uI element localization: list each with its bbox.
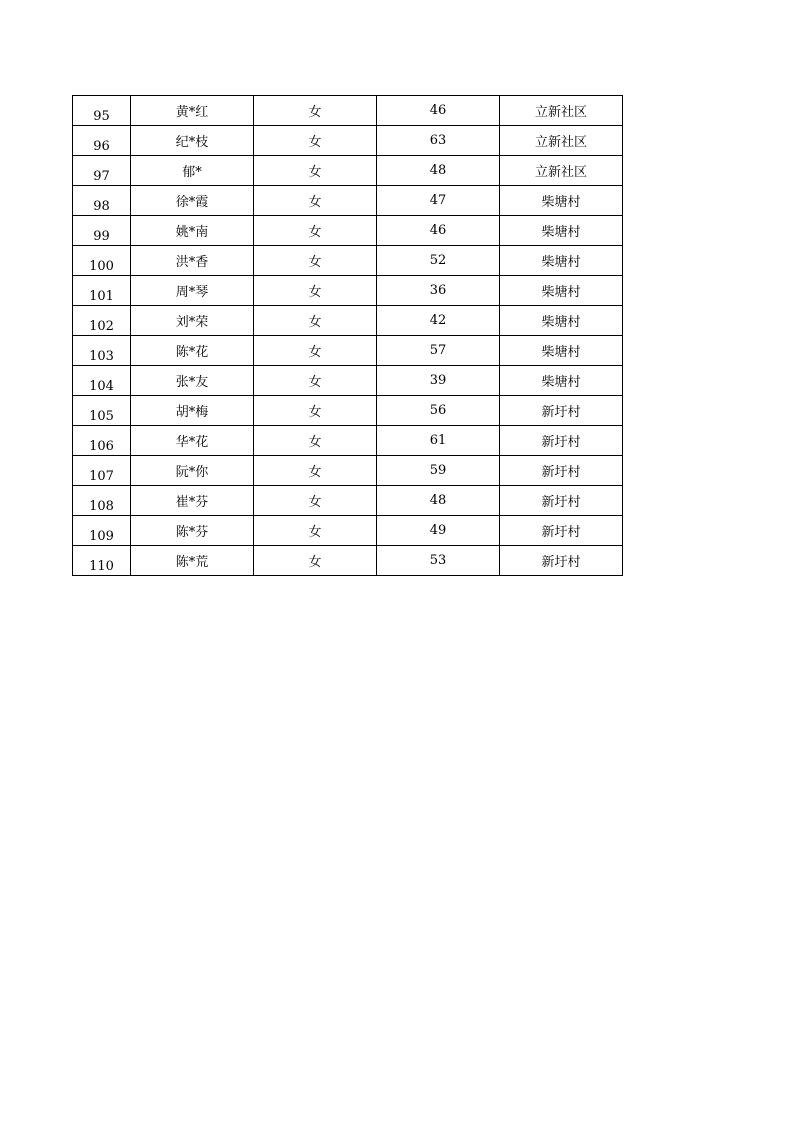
village-cell: 新圩村 <box>500 546 623 576</box>
row-number-cell: 99 <box>73 216 131 246</box>
table-row <box>73 96 623 126</box>
row-number-cell: 107 <box>73 456 131 486</box>
gender-cell: 女 <box>254 246 377 276</box>
village-cell: 柴塘村 <box>500 186 623 216</box>
table-row <box>73 186 623 216</box>
age-cell: 53 <box>377 546 500 576</box>
gender-cell: 女 <box>254 516 377 546</box>
row-number-cell: 97 <box>73 156 131 186</box>
village-cell: 立新社区 <box>500 126 623 156</box>
village-cell: 新圩村 <box>500 486 623 516</box>
table-row <box>73 546 623 576</box>
village-cell: 柴塘村 <box>500 216 623 246</box>
table-row <box>73 396 623 426</box>
person-name-cell: 徐*霞 <box>131 186 254 216</box>
age-cell: 39 <box>377 366 500 396</box>
row-number-cell: 102 <box>73 306 131 336</box>
age-cell: 52 <box>377 246 500 276</box>
gender-cell: 女 <box>254 546 377 576</box>
person-name-cell: 洪*香 <box>131 246 254 276</box>
row-number-cell: 104 <box>73 366 131 396</box>
gender-cell: 女 <box>254 456 377 486</box>
gender-cell: 女 <box>254 156 377 186</box>
gender-cell: 女 <box>254 126 377 156</box>
age-cell: 48 <box>377 486 500 516</box>
person-name-cell: 黄*红 <box>131 96 254 126</box>
person-name-cell: 崔*芬 <box>131 486 254 516</box>
table-row <box>73 516 623 546</box>
roster-table-body <box>73 96 623 576</box>
table-row <box>73 336 623 366</box>
row-number-cell: 96 <box>73 126 131 156</box>
age-cell: 57 <box>377 336 500 366</box>
village-cell: 柴塘村 <box>500 276 623 306</box>
gender-cell: 女 <box>254 96 377 126</box>
person-name-cell: 周*琴 <box>131 276 254 306</box>
row-number-cell: 110 <box>73 546 131 576</box>
row-number-cell: 108 <box>73 486 131 516</box>
village-cell: 新圩村 <box>500 516 623 546</box>
gender-cell: 女 <box>254 486 377 516</box>
person-name-cell: 纪*枝 <box>131 126 254 156</box>
gender-cell: 女 <box>254 336 377 366</box>
village-cell: 新圩村 <box>500 456 623 486</box>
age-cell: 61 <box>377 426 500 456</box>
table-row <box>73 306 623 336</box>
gender-cell: 女 <box>254 306 377 336</box>
village-cell: 立新社区 <box>500 96 623 126</box>
gender-cell: 女 <box>254 276 377 306</box>
village-cell: 新圩村 <box>500 426 623 456</box>
table-row <box>73 426 623 456</box>
age-cell: 46 <box>377 216 500 246</box>
gender-cell: 女 <box>254 366 377 396</box>
row-number-cell: 98 <box>73 186 131 216</box>
row-number-cell: 95 <box>73 96 131 126</box>
village-cell: 柴塘村 <box>500 246 623 276</box>
age-cell: 63 <box>377 126 500 156</box>
village-cell: 柴塘村 <box>500 306 623 336</box>
age-cell: 59 <box>377 456 500 486</box>
table-row <box>73 276 623 306</box>
row-number-cell: 106 <box>73 426 131 456</box>
age-cell: 56 <box>377 396 500 426</box>
age-cell: 46 <box>377 96 500 126</box>
person-name-cell: 郁* <box>131 156 254 186</box>
table-row <box>73 366 623 396</box>
gender-cell: 女 <box>254 396 377 426</box>
age-cell: 36 <box>377 276 500 306</box>
row-number-cell: 109 <box>73 516 131 546</box>
gender-cell: 女 <box>254 216 377 246</box>
village-cell: 柴塘村 <box>500 366 623 396</box>
age-cell: 49 <box>377 516 500 546</box>
person-name-cell: 刘*荣 <box>131 306 254 336</box>
person-name-cell: 陈*荒 <box>131 546 254 576</box>
table-row <box>73 156 623 186</box>
person-name-cell: 陈*花 <box>131 336 254 366</box>
table-row <box>73 486 623 516</box>
age-cell: 42 <box>377 306 500 336</box>
person-name-cell: 胡*梅 <box>131 396 254 426</box>
row-number-cell: 105 <box>73 396 131 426</box>
age-cell: 47 <box>377 186 500 216</box>
roster-table <box>72 95 623 576</box>
person-name-cell: 姚*南 <box>131 216 254 246</box>
person-name-cell: 张*友 <box>131 366 254 396</box>
village-cell: 柴塘村 <box>500 336 623 366</box>
gender-cell: 女 <box>254 186 377 216</box>
table-row <box>73 246 623 276</box>
table-row <box>73 216 623 246</box>
table-row <box>73 456 623 486</box>
village-cell: 新圩村 <box>500 396 623 426</box>
row-number-cell: 101 <box>73 276 131 306</box>
person-name-cell: 陈*芬 <box>131 516 254 546</box>
gender-cell: 女 <box>254 426 377 456</box>
village-cell: 立新社区 <box>500 156 623 186</box>
table-row <box>73 126 623 156</box>
row-number-cell: 103 <box>73 336 131 366</box>
row-number-cell: 100 <box>73 246 131 276</box>
age-cell: 48 <box>377 156 500 186</box>
person-name-cell: 华*花 <box>131 426 254 456</box>
person-name-cell: 阮*你 <box>131 456 254 486</box>
